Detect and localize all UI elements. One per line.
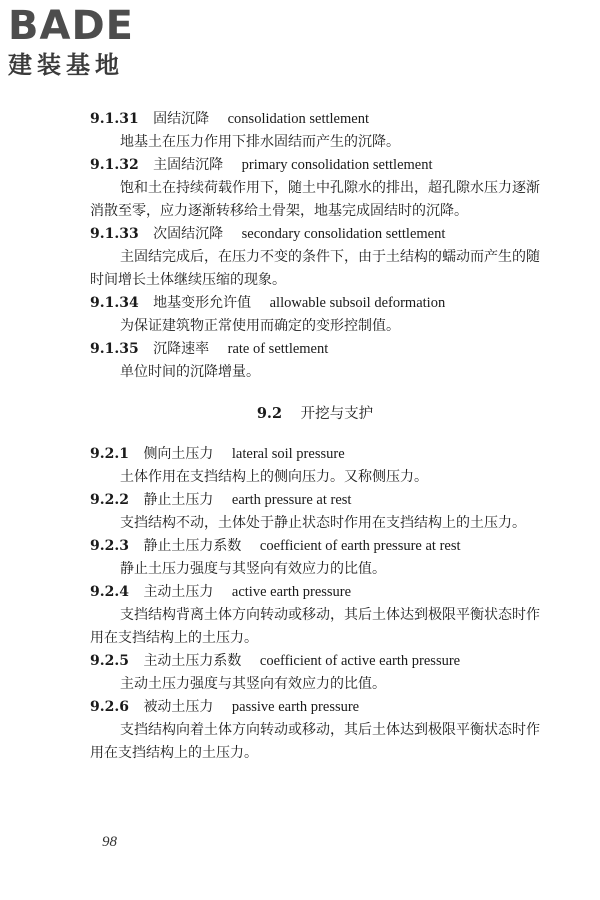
term-chinese: 主动土压力系数 [143, 653, 242, 669]
term-english: lateral soil pressure [231, 446, 345, 462]
term-chinese: 固结沉降 [153, 111, 210, 127]
term-entry-9-2-5 [90, 650, 540, 696]
term-english: coefficient of active earth pressure [259, 653, 461, 669]
term-chinese: 主固结沉降 [153, 157, 224, 173]
term-entry-9-1-33 [90, 223, 540, 292]
term-heading [90, 489, 540, 512]
logo-wordmark: BADE [8, 3, 134, 49]
term-english: earth pressure at rest [231, 492, 352, 508]
term-number: 9.1.34 [90, 295, 139, 311]
term-heading [90, 154, 540, 177]
term-entry-9-1-35 [90, 338, 540, 384]
term-english: passive earth pressure [231, 699, 360, 715]
term-definition: 静止土压力强度与其竖向有效应力的比值。 [120, 561, 386, 577]
section-title: 开挖与支护 [300, 406, 374, 422]
term-definition: 主固结完成后，在压力不变的条件下，由于土结构的蠕动而产生的随时间增长土体继续压缩的现象。 [90, 249, 540, 288]
term-chinese: 静止土压力 [143, 492, 214, 508]
term-entry-9-2-6 [90, 696, 540, 765]
term-definition: 单位时间的沉降增量。 [120, 364, 260, 380]
term-chinese: 沉降速率 [153, 341, 210, 357]
term-chinese: 被动土压力 [143, 699, 214, 715]
section-heading [90, 402, 540, 426]
term-english: coefficient of earth pressure at rest [259, 538, 461, 554]
term-definition: 地基土在压力作用下排水固结而产生的沉降。 [120, 134, 400, 150]
term-definition: 主动土压力强度与其竖向有效应力的比值。 [120, 676, 386, 692]
term-entry-9-2-3 [90, 535, 540, 581]
term-chinese: 侧向土压力 [143, 446, 214, 462]
term-heading [90, 696, 540, 719]
term-definition: 支挡结构背离土体方向转动或移动，其后土体达到极限平衡状态时作用在支挡结构上的土压力。 [90, 607, 540, 646]
term-number: 9.1.35 [90, 341, 139, 357]
term-heading [90, 223, 540, 246]
term-english: active earth pressure [231, 584, 352, 600]
term-number: 9.2.3 [90, 538, 129, 554]
term-definition: 支挡结构不动，土体处于静止状态时作用在支挡结构上的土压力。 [120, 515, 526, 531]
term-heading [90, 338, 540, 361]
brand-logo [8, 4, 178, 80]
term-number: 9.1.32 [90, 157, 139, 173]
term-definition: 饱和土在持续荷载作用下，随土中孔隙水的排出，超孔隙水压力逐渐消散至零，应力逐渐转移给土骨架，地基完成固结时的沉降。 [90, 180, 540, 219]
term-definition: 支挡结构向着土体方向转动或移动，其后土体达到极限平衡状态时作用在支挡结构上的土压力。 [90, 722, 540, 761]
section-number: 9.2 [256, 405, 283, 422]
term-entry-9-1-34 [90, 292, 540, 338]
term-heading [90, 581, 540, 604]
term-number: 9.2.6 [90, 699, 129, 715]
term-entry-9-2-4 [90, 581, 540, 650]
term-number: 9.2.4 [90, 584, 129, 600]
term-english: consolidation settlement [227, 111, 369, 127]
term-definition: 为保证建筑物正常使用而确定的变形控制值。 [120, 318, 400, 334]
term-english: allowable subsoil deformation [269, 295, 446, 311]
term-heading [90, 292, 540, 315]
term-heading [90, 535, 540, 558]
page-number: 98 [102, 834, 117, 850]
term-english: primary consolidation settlement [241, 157, 433, 173]
term-number: 9.1.31 [90, 111, 139, 127]
term-chinese: 次固结沉降 [153, 226, 224, 242]
term-number: 9.2.5 [90, 653, 129, 669]
term-entry-9-1-32 [90, 154, 540, 223]
term-chinese: 静止土压力系数 [143, 538, 242, 554]
term-number: 9.1.33 [90, 226, 139, 242]
term-definition: 土体作用在支挡结构上的侧向压力。又称侧压力。 [120, 469, 428, 485]
term-entry-9-2-1 [90, 443, 540, 489]
term-chinese: 地基变形允许值 [153, 295, 252, 311]
term-heading [90, 108, 540, 131]
term-heading [90, 650, 540, 673]
term-number: 9.2.2 [90, 492, 129, 508]
term-number: 9.2.1 [90, 446, 129, 462]
term-entry-9-2-2 [90, 489, 540, 535]
term-heading [90, 443, 540, 466]
logo-subtitle: 建装基地 [8, 51, 124, 79]
page-content [90, 108, 540, 765]
term-entry-9-1-31 [90, 108, 540, 154]
term-chinese: 主动土压力 [143, 584, 214, 600]
term-english: secondary consolidation settlement [241, 226, 446, 242]
term-english: rate of settlement [227, 341, 329, 357]
